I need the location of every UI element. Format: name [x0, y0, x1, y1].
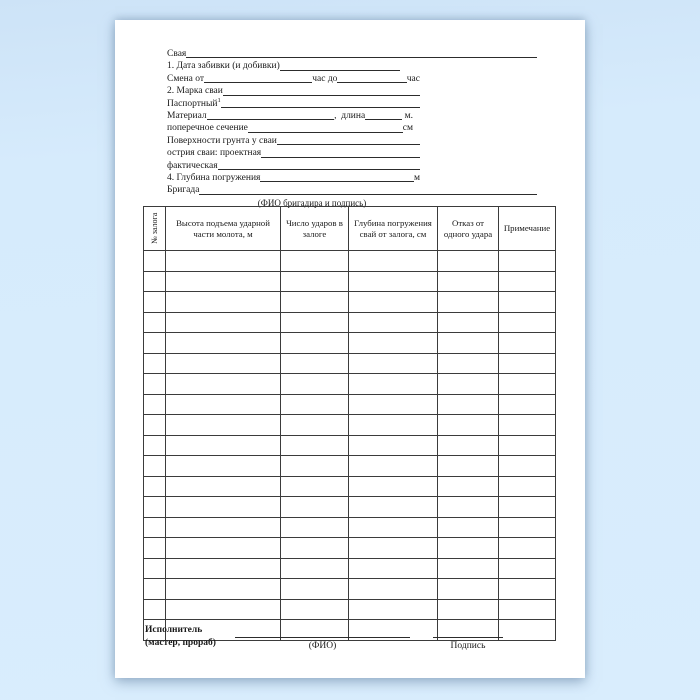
table-cell — [144, 251, 166, 272]
table-cell — [438, 251, 499, 272]
field-depth-label: 4. Глубина погружения — [167, 172, 261, 183]
table-cell — [166, 312, 281, 333]
table-cell — [166, 251, 281, 272]
table-cell — [349, 292, 438, 313]
field-depth — [167, 172, 420, 184]
field-tip-design-blank — [261, 156, 420, 158]
table-cell — [438, 558, 499, 579]
table-cell — [166, 435, 281, 456]
table-cell — [499, 558, 556, 579]
table-row — [144, 353, 556, 374]
table-cell — [499, 517, 556, 538]
table-cell — [499, 497, 556, 518]
field-cross-section-unit-label: см — [402, 123, 413, 134]
table-cell — [144, 292, 166, 313]
field-length-label: , длина — [334, 110, 366, 121]
table-cell — [438, 394, 499, 415]
table-cell — [144, 538, 166, 559]
table-cell — [281, 271, 349, 292]
table-cell — [499, 599, 556, 620]
field-cross-section-label: поперечное сечение — [167, 123, 248, 134]
table-row — [144, 333, 556, 354]
table-row — [144, 497, 556, 518]
table-row — [144, 579, 556, 600]
col-header-stroke-number-label: № залога — [149, 212, 159, 245]
table-cell — [499, 251, 556, 272]
table-cell — [144, 353, 166, 374]
table-cell — [499, 415, 556, 436]
field-shift — [167, 73, 420, 85]
table-cell — [349, 538, 438, 559]
table-cell — [349, 599, 438, 620]
field-shift-to-label: час до — [312, 73, 338, 84]
table-cell — [349, 497, 438, 518]
table-row — [144, 538, 556, 559]
table-cell — [281, 353, 349, 374]
table-row — [144, 476, 556, 497]
table-row — [144, 312, 556, 333]
table-cell — [281, 374, 349, 395]
table-cell — [349, 333, 438, 354]
table-cell — [281, 312, 349, 333]
table-cell — [281, 476, 349, 497]
field-shift-from-label: Смена от — [167, 73, 205, 84]
table-cell — [349, 415, 438, 436]
table-cell — [166, 271, 281, 292]
table-cell — [144, 415, 166, 436]
table-cell — [166, 517, 281, 538]
executor-line2: (мастер, прораб) — [145, 638, 216, 648]
field-brigade-label: Бригада — [167, 185, 200, 196]
table-cell — [144, 517, 166, 538]
table-cell — [281, 415, 349, 436]
table-cell — [438, 292, 499, 313]
table-cell — [281, 538, 349, 559]
table-cell — [438, 538, 499, 559]
field-pile — [167, 48, 537, 60]
table-cell — [281, 599, 349, 620]
brigade-note: (ФИО бригадира и подпись) — [257, 197, 367, 208]
field-depth-blank — [260, 180, 414, 182]
field-shift-to-blank — [337, 81, 406, 83]
field-pile-blank — [186, 56, 537, 58]
field-brigade — [167, 184, 537, 196]
table-cell — [281, 579, 349, 600]
table-cell — [281, 558, 349, 579]
table-cell — [144, 271, 166, 292]
fio-blank-line — [235, 620, 410, 638]
table-cell — [281, 251, 349, 272]
signature-label: Подпись — [450, 641, 486, 651]
col-header-penetration-depth: Глубина погружения свай от залога, см — [349, 207, 438, 251]
executor-label — [145, 624, 216, 650]
field-pile-mark-blank — [223, 94, 420, 96]
table-cell — [438, 435, 499, 456]
field-passport — [167, 98, 420, 110]
table-cell — [499, 292, 556, 313]
table-cell — [499, 620, 556, 641]
table-row — [144, 517, 556, 538]
table-cell — [349, 435, 438, 456]
table-cell — [438, 333, 499, 354]
table-row — [144, 374, 556, 395]
table-row — [144, 558, 556, 579]
paper-sheet — [115, 20, 585, 678]
field-pile-mark — [167, 85, 420, 97]
table-cell — [499, 579, 556, 600]
table-cell — [438, 353, 499, 374]
table-cell — [349, 271, 438, 292]
table-cell — [166, 497, 281, 518]
field-passport-blank — [221, 106, 420, 108]
table-cell — [144, 579, 166, 600]
table-row — [144, 394, 556, 415]
table-cell — [438, 497, 499, 518]
table-cell — [144, 497, 166, 518]
table-row — [144, 456, 556, 477]
footnote-marker: 1 — [217, 96, 221, 104]
table-cell — [499, 374, 556, 395]
journal-table-header — [144, 207, 556, 251]
table-cell — [144, 558, 166, 579]
table-cell — [349, 394, 438, 415]
table-cell — [281, 435, 349, 456]
table-cell — [499, 538, 556, 559]
table-cell — [499, 312, 556, 333]
field-shift-unit-label: час — [406, 73, 420, 84]
table-cell — [438, 271, 499, 292]
journal-table — [143, 206, 556, 641]
field-drive-date-blank — [280, 69, 400, 71]
table-cell — [281, 292, 349, 313]
col-header-notes: Примечание — [499, 207, 556, 251]
table-cell — [166, 599, 281, 620]
table-cell — [349, 476, 438, 497]
fio-label: (ФИО) — [308, 641, 337, 651]
field-cross-section — [167, 122, 413, 134]
table-cell — [438, 312, 499, 333]
field-pile-label: Свая — [167, 48, 187, 59]
table-cell — [144, 333, 166, 354]
field-passport-label: Паспортный$^1$ — [167, 96, 221, 109]
table-cell — [438, 415, 499, 436]
col-header-stroke-number — [144, 207, 166, 251]
table-cell — [349, 374, 438, 395]
field-tip-design — [167, 147, 420, 159]
table-cell — [281, 333, 349, 354]
table-row — [144, 599, 556, 620]
field-tip-actual-label: фактическая — [167, 160, 218, 171]
table-cell — [438, 456, 499, 477]
table-cell — [166, 292, 281, 313]
table-row — [144, 251, 556, 272]
table-cell — [499, 353, 556, 374]
table-cell — [144, 456, 166, 477]
table-cell — [144, 435, 166, 456]
table-row — [144, 435, 556, 456]
field-ground-surface-blank — [277, 143, 420, 145]
table-cell — [499, 476, 556, 497]
table-cell — [349, 517, 438, 538]
field-tip-design-label: острия сваи: проектная — [167, 148, 262, 159]
field-ground-surface — [167, 135, 420, 147]
table-cell — [499, 435, 556, 456]
table-cell — [349, 579, 438, 600]
table-cell — [166, 333, 281, 354]
col-header-blow-count: Число ударов в залоге — [281, 207, 349, 251]
col-header-hammer-drop-height: Высота подъема ударной части молота, м — [166, 207, 281, 251]
table-cell — [166, 374, 281, 395]
form-header — [167, 48, 537, 209]
table-cell — [349, 251, 438, 272]
field-length-unit-label: м. — [404, 110, 413, 121]
journal-table-body — [144, 251, 556, 641]
table-cell — [166, 394, 281, 415]
field-pile-mark-label: 2. Марка сваи — [167, 86, 223, 97]
col-header-refusal-per-blow: Отказ от одного удара — [438, 207, 499, 251]
table-cell — [499, 271, 556, 292]
field-material-label: Материал — [167, 110, 207, 121]
table-cell — [166, 558, 281, 579]
table-cell — [349, 312, 438, 333]
field-material — [167, 110, 413, 122]
field-drive-date-label: 1. Дата забивки (и добивки) — [167, 61, 280, 72]
table-row — [144, 271, 556, 292]
field-ground-surface-label: Поверхности грунта у сваи — [167, 135, 277, 146]
table-row — [144, 292, 556, 313]
table-cell — [438, 517, 499, 538]
table-cell — [281, 517, 349, 538]
table-cell — [166, 579, 281, 600]
field-tip-actual-blank — [218, 168, 420, 170]
field-shift-from-blank — [204, 81, 312, 83]
table-cell — [144, 374, 166, 395]
table-cell — [144, 394, 166, 415]
field-brigade-blank — [199, 193, 537, 195]
table-cell — [166, 476, 281, 497]
field-length-blank — [365, 118, 401, 120]
field-depth-unit-label: м — [413, 172, 420, 183]
table-cell — [349, 456, 438, 477]
table-cell — [499, 456, 556, 477]
table-cell — [438, 599, 499, 620]
table-cell — [166, 456, 281, 477]
table-cell — [438, 374, 499, 395]
field-cross-section-blank — [248, 131, 403, 133]
table-cell — [166, 538, 281, 559]
table-cell — [166, 353, 281, 374]
table-cell — [281, 394, 349, 415]
table-cell — [281, 456, 349, 477]
table-row — [144, 415, 556, 436]
field-tip-actual — [167, 160, 420, 172]
table-cell — [144, 476, 166, 497]
table-cell — [349, 558, 438, 579]
field-drive-date — [167, 60, 400, 72]
table-cell — [166, 415, 281, 436]
table-cell — [144, 312, 166, 333]
table-cell — [438, 476, 499, 497]
executor-line1: Исполнитель — [145, 625, 203, 635]
table-cell — [499, 333, 556, 354]
table-cell — [438, 579, 499, 600]
table-cell — [144, 599, 166, 620]
table-cell — [281, 497, 349, 518]
signature-blank-line — [433, 620, 503, 638]
table-cell — [349, 353, 438, 374]
table-cell — [499, 394, 556, 415]
field-material-blank — [207, 118, 334, 120]
